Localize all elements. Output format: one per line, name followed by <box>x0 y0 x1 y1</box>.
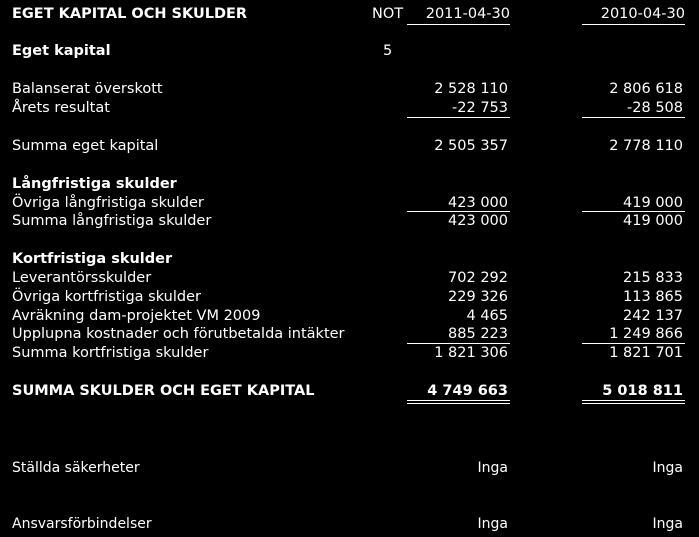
sum-value-2011: 2 505 357 <box>434 138 508 154</box>
total-row <box>0 381 699 401</box>
sum-row <box>0 343 699 363</box>
sum-label: Summa långfristiga skulder <box>12 213 212 229</box>
sum-value-2010: 2 778 110 <box>609 138 683 154</box>
sum-value-2010: 1 821 701 <box>609 345 683 361</box>
sum-label: Summa kortfristiga skulder <box>12 345 209 361</box>
row-value-2011: 423 000 <box>448 195 508 211</box>
sum-row <box>0 211 699 231</box>
total-double-rule-1 <box>407 400 510 404</box>
subtotal-rule-2 <box>582 117 685 118</box>
table-row <box>0 98 699 118</box>
row-value-2010: 2 806 618 <box>609 81 683 97</box>
sum-row <box>0 136 699 156</box>
sum-label: Summa eget kapital <box>12 138 159 154</box>
row-value-2011: 702 292 <box>448 270 508 286</box>
langfristiga-heading-row <box>0 174 699 194</box>
ansvar-value-2011: Inga <box>477 516 508 532</box>
col2-header: 2010-04-30 <box>600 6 685 22</box>
row-value-2010: 242 137 <box>623 308 683 324</box>
section-heading: Långfristiga skulder <box>12 176 177 192</box>
row-value-2010: 215 833 <box>623 270 683 286</box>
total-double-rule-2 <box>582 400 685 404</box>
col1-header: 2011-04-30 <box>425 6 510 22</box>
row-label: Leverantörsskulder <box>12 270 152 286</box>
eget-kapital-heading-row <box>0 41 699 61</box>
row-value-2011: 4 465 <box>466 308 508 324</box>
table-row <box>0 193 699 213</box>
total-value-2011: 4 749 663 <box>427 383 508 399</box>
table-row <box>0 79 699 99</box>
stallda-row <box>0 458 699 478</box>
row-value-2011: 885 223 <box>448 326 508 342</box>
ansvar-value-2010: Inga <box>652 516 683 532</box>
section-heading: Eget kapital <box>12 43 111 59</box>
stallda-value-2010: Inga <box>652 460 683 476</box>
not-column-header: NOT <box>372 6 404 22</box>
row-value-2011: 2 528 110 <box>434 81 508 97</box>
kortfristiga-heading-row <box>0 249 699 269</box>
total-value-2010: 5 018 811 <box>602 383 683 399</box>
row-value-2011: 229 326 <box>448 289 508 305</box>
row-value-2011: -22 753 <box>452 100 508 116</box>
row-value-2010: 113 865 <box>623 289 683 305</box>
page-title: EGET KAPITAL OCH SKULDER <box>12 6 248 22</box>
row-label: Årets resultat <box>12 100 110 116</box>
ansvar-label: Ansvarsförbindelser <box>12 516 152 532</box>
header-row <box>0 4 699 24</box>
stallda-value-2011: Inga <box>477 460 508 476</box>
row-value-2010: -28 508 <box>627 100 683 116</box>
stallda-label: Ställda säkerheter <box>12 460 140 476</box>
table-row <box>0 306 699 326</box>
sum-value-2010: 419 000 <box>623 213 683 229</box>
row-value-2010: 419 000 <box>623 195 683 211</box>
row-value-2010: 1 249 866 <box>609 326 683 342</box>
row-label: Övriga kortfristiga skulder <box>12 289 201 305</box>
table-row <box>0 287 699 307</box>
ansvar-row <box>0 514 699 534</box>
row-label: Balanserat överskott <box>12 81 163 97</box>
subtotal-rule-1 <box>407 117 510 118</box>
header-rule-1 <box>407 24 510 25</box>
table-row <box>0 324 699 344</box>
row-label: Övriga långfristiga skulder <box>12 195 204 211</box>
table-row <box>0 268 699 288</box>
row-label: Upplupna kostnader och förutbetalda intäkter <box>12 326 345 342</box>
sum-value-2011: 1 821 306 <box>434 345 508 361</box>
header-rule-2 <box>582 24 685 25</box>
sum-value-2011: 423 000 <box>448 213 508 229</box>
row-label: Avräkning dam-projektet VM 2009 <box>12 308 261 324</box>
section-heading: Kortfristiga skulder <box>12 251 173 267</box>
total-label: SUMMA SKULDER OCH EGET KAPITAL <box>12 383 315 399</box>
note-number: 5 <box>383 43 393 59</box>
